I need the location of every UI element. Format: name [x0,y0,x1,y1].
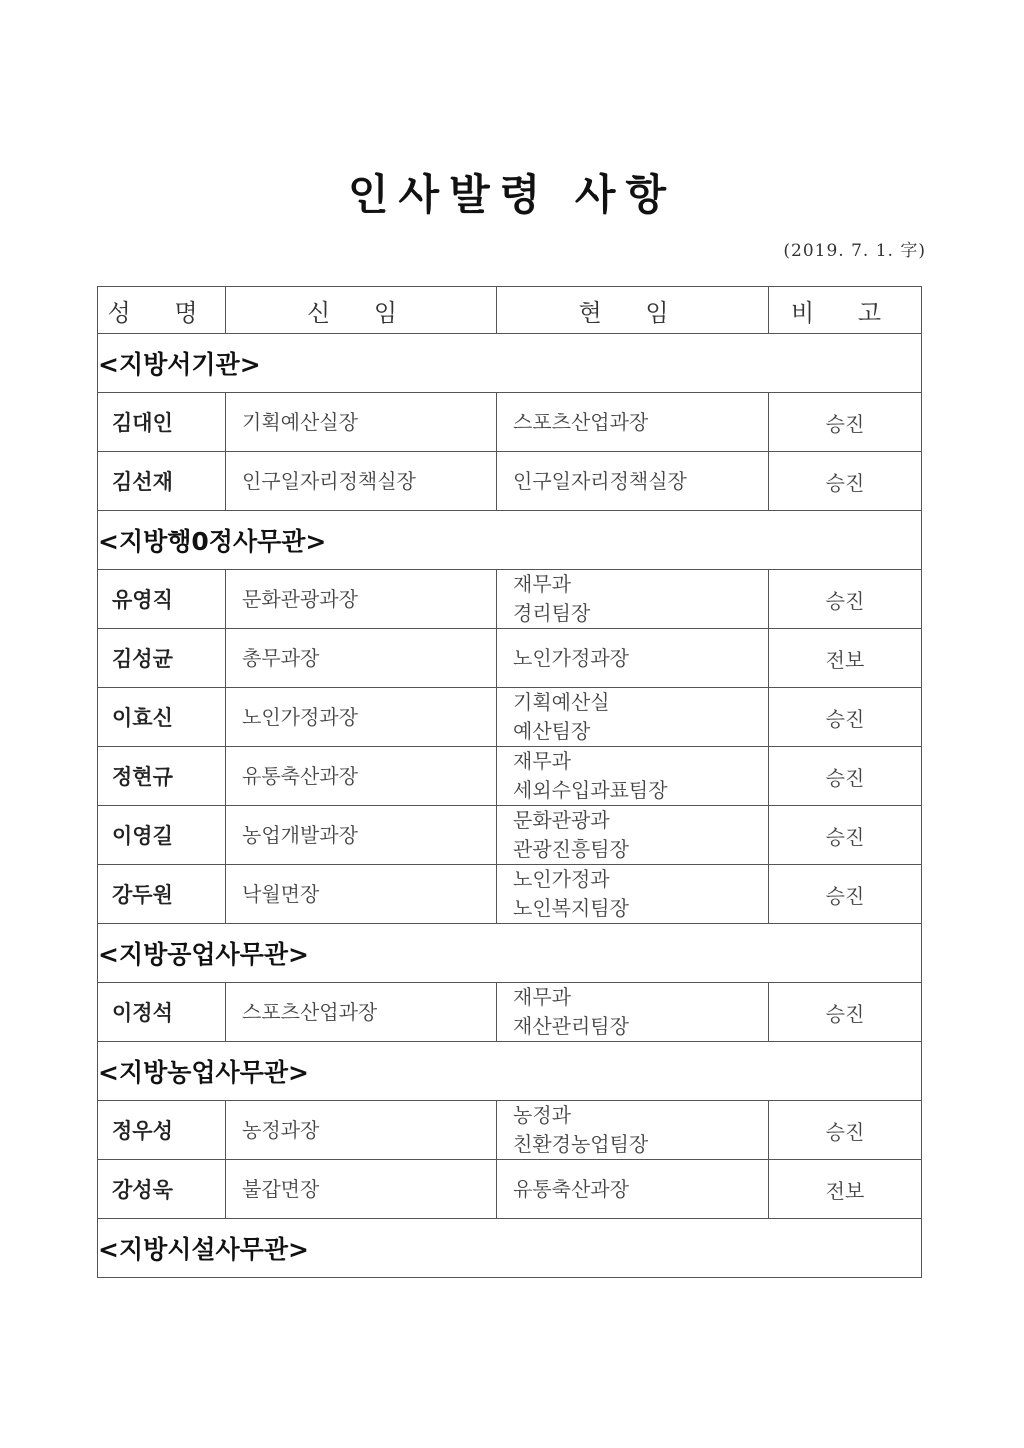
header-note: 비 고 [769,287,922,334]
header-current-position: 현 임 [497,287,769,334]
note-cell: 승진 [769,393,922,452]
current-position [497,570,769,629]
new-position: 문화관광과장 [226,570,497,629]
header-new-position: 신 임 [226,287,497,334]
person-name: 이효신 [98,688,226,747]
section-row [98,511,922,570]
current-position [497,865,769,924]
note-cell: 전보 [769,1160,922,1219]
table-row [98,688,922,747]
new-position: 농정과장 [226,1101,497,1160]
new-position: 불갑면장 [226,1160,497,1219]
section-label: <지방서기관> [98,334,922,393]
current-position-line: 친환경농업팀장 [513,1132,649,1156]
current-position [497,1160,769,1219]
note-cell: 전보 [769,629,922,688]
current-position-line: 노인복지팀장 [513,896,629,920]
section-row [98,334,922,393]
effective-date: (2019. 7. 1. 字) [783,241,926,261]
table-header-row [98,287,922,334]
note-cell: 승진 [769,1101,922,1160]
current-position-line: 기획예산실 [513,690,610,714]
current-position [497,688,769,747]
current-position-line: 유통축산과장 [513,1176,629,1201]
current-position-line: 재무과 [513,572,571,596]
table-row [98,983,922,1042]
section-row [98,1042,922,1101]
current-position-line: 인구일자리정책실장 [513,468,687,493]
section-label: <지방시설사무관> [98,1219,922,1278]
new-position: 유통축산과장 [226,747,497,806]
table-row [98,1160,922,1219]
current-position [497,629,769,688]
new-position: 노인가정과장 [226,688,497,747]
note-cell: 승진 [769,806,922,865]
new-position: 스포츠산업과장 [226,983,497,1042]
note-cell: 승진 [769,747,922,806]
note-cell: 승진 [769,983,922,1042]
new-position: 낙월면장 [226,865,497,924]
section-label: <지방행0정사무관> [98,511,922,570]
person-name: 이영길 [98,806,226,865]
current-position-line: 스포츠산업과장 [513,409,649,434]
table-row [98,865,922,924]
current-position-line: 관광진흥팀장 [513,837,629,861]
table-row [98,393,922,452]
person-name: 김대인 [98,393,226,452]
current-position [497,747,769,806]
current-position [497,806,769,865]
current-position [497,983,769,1042]
note-cell: 승진 [769,452,922,511]
table-row [98,629,922,688]
appointment-table [97,286,922,1278]
current-position-line: 문화관광과 [513,808,610,832]
current-position-line: 세외수입과표팀장 [513,778,668,802]
person-name: 정현규 [98,747,226,806]
section-row [98,924,922,983]
note-cell: 승진 [769,688,922,747]
current-position [497,1101,769,1160]
person-name: 강두원 [98,865,226,924]
current-position-line: 재산관리팀장 [513,1014,629,1038]
table-row [98,747,922,806]
new-position: 총무과장 [226,629,497,688]
section-label: <지방농업사무관> [98,1042,922,1101]
current-position-line: 재무과 [513,749,571,773]
new-position: 농업개발과장 [226,806,497,865]
header-name: 성 명 [98,287,226,334]
current-position-line: 경리팀장 [513,601,591,625]
new-position: 기획예산실장 [226,393,497,452]
person-name: 유영직 [98,570,226,629]
current-position [497,452,769,511]
person-name: 이정석 [98,983,226,1042]
current-position-line: 노인가정과 [513,867,610,891]
new-position: 인구일자리정책실장 [226,452,497,511]
section-row [98,1219,922,1278]
page-title: 인사발령 사항 [347,170,677,219]
table-body [98,334,922,1278]
section-label: <지방공업사무관> [98,924,922,983]
current-position-line: 노인가정과장 [513,645,629,670]
current-position-line: 재무과 [513,985,571,1009]
person-name: 정우성 [98,1101,226,1160]
note-cell: 승진 [769,865,922,924]
person-name: 강성욱 [98,1160,226,1219]
table-row [98,452,922,511]
current-position-line: 예산팀장 [513,719,591,743]
current-position [497,393,769,452]
person-name: 김성균 [98,629,226,688]
table-row [98,570,922,629]
person-name: 김선재 [98,452,226,511]
current-position-line: 농정과 [513,1103,571,1127]
table-row [98,1101,922,1160]
note-cell: 승진 [769,570,922,629]
table-row [98,806,922,865]
